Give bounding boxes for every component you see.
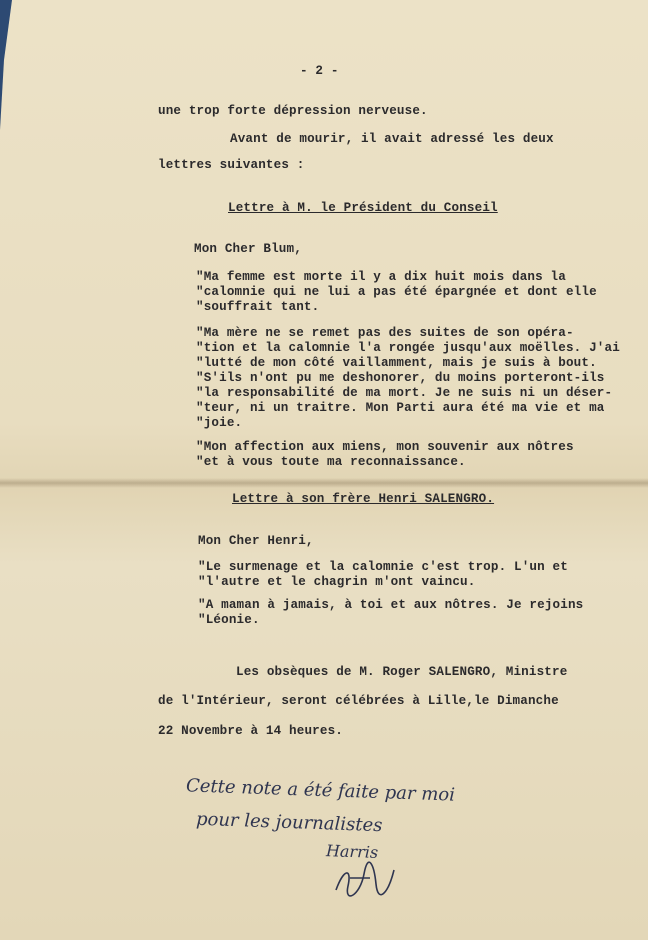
letter1-line: "et à vous toute ma reconnaissance. [196, 455, 466, 469]
letter1-line: "calomnie qui ne lui a pas été épargnée et dont elle [196, 285, 597, 299]
closing-line: 22 Novembre à 14 heures. [158, 724, 343, 738]
letter2-salutation: Mon Cher Henri, [198, 534, 314, 548]
letter1-line: "S'ils n'ont pu me deshonorer, du moins porteront-ils [196, 371, 605, 385]
page-number: - 2 - [300, 64, 339, 78]
closing-line: Les obsèques de M. Roger SALENGRO, Ministre [236, 665, 568, 679]
signature-mark [330, 860, 400, 900]
intro-line: Avant de mourir, il avait adressé les deux [230, 132, 554, 146]
letter2-line: "Léonie. [198, 613, 260, 627]
letter1-line: "la responsabilité de ma mort. Je ne suis ni un déser- [196, 386, 613, 400]
letter1-line: "Ma mère ne se remet pas des suites de son opéra- [196, 326, 574, 340]
letter1-line: "Ma femme est morte il y a dix huit mois dans la [196, 270, 566, 284]
letter2-line: "A maman à jamais, à toi et aux nôtres. Je rejoins [198, 598, 584, 612]
intro-line: lettres suivantes : [158, 158, 305, 172]
letter2-line: "l'autre et le chagrin m'ont vaincu. [198, 575, 476, 589]
intro-line: une trop forte dépression nerveuse. [158, 104, 428, 118]
closing-line: de l'Intérieur, seront célébrées à Lille,le Dimanche [158, 694, 559, 708]
letter1-line: "teur, ni un traitre. Mon Parti aura été ma vie et ma [196, 401, 605, 415]
letter2-title: Lettre à son frère Henri SALENGRO. [232, 492, 495, 506]
letter1-line: "lutté de mon côté vaillamment, mais je suis à bout. [196, 356, 597, 370]
letter2-line: "Le surmenage et la calomnie c'est trop. L'un et [198, 560, 568, 574]
letter1-line: "tion et la calomnie l'a rongée jusqu'aux moëlles. J'ai [196, 341, 620, 355]
letter1-line: "joie. [196, 416, 243, 430]
handwritten-note: pour les journalistes [195, 808, 383, 837]
letter1-line: "Mon affection aux miens, mon souvenir aux nôtres [196, 440, 574, 454]
paper-fold [0, 478, 648, 488]
handwritten-note: Harris [325, 841, 379, 862]
letter1-line: "souffrait tant. [196, 300, 320, 314]
letter1-title: Lettre à M. le Président du Conseil [228, 201, 498, 215]
letter1-salutation: Mon Cher Blum, [194, 242, 302, 256]
handwritten-note: Cette note a été faite par moi [185, 775, 456, 806]
